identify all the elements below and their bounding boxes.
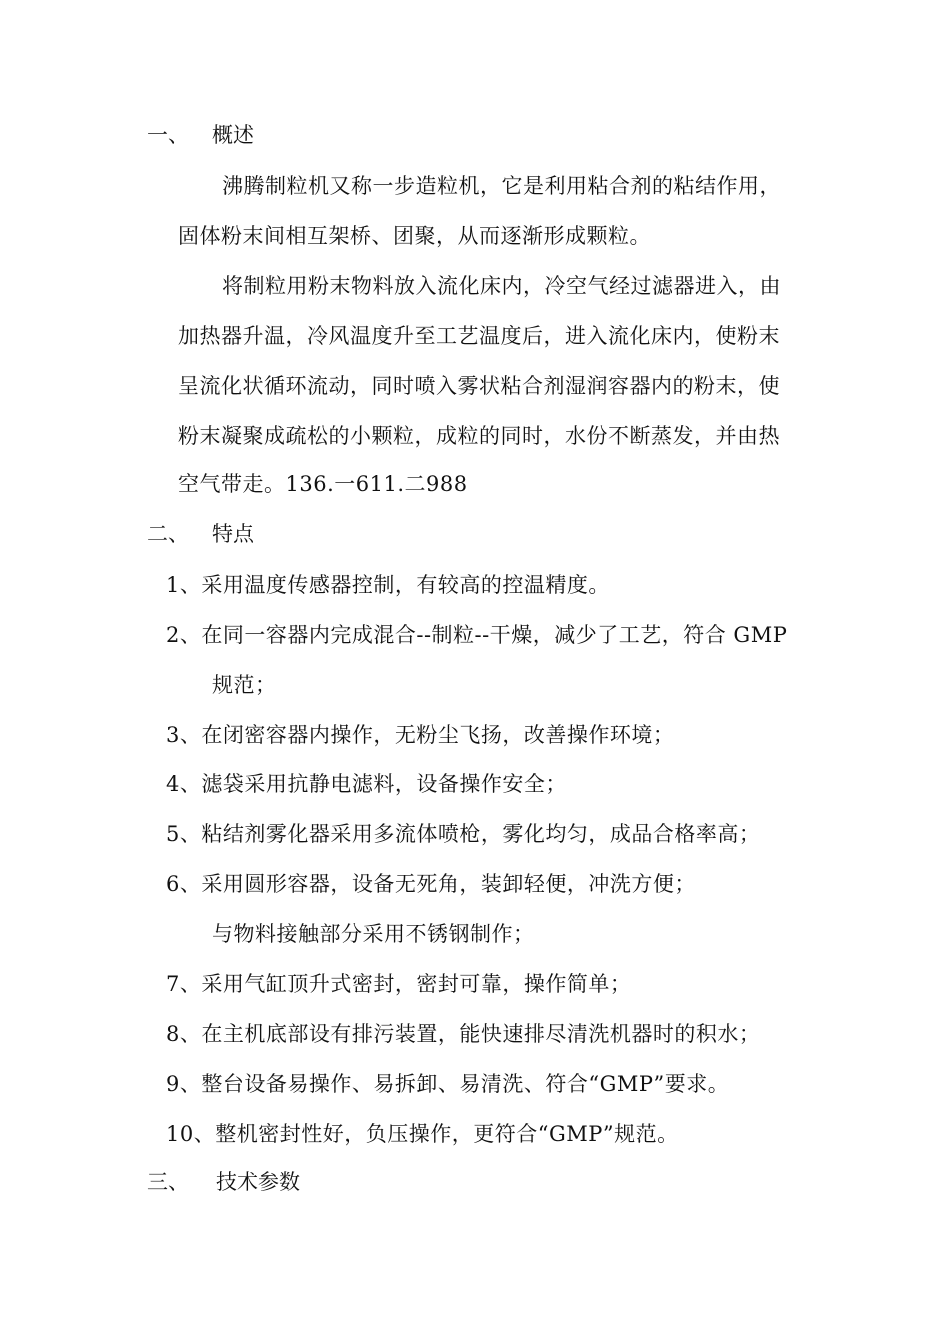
- feature-item-6-continuation: 与物料接触部分采用不锈钢制作；: [212, 922, 535, 946]
- feature-item-2-continuation: 规范；: [212, 673, 277, 697]
- feature-item-4: 4、滤袋采用抗静电滤料，设备操作安全；: [166, 772, 567, 796]
- feature-item-6: 6、采用圆形容器，设备无死角，装卸轻便，冲洗方便；: [166, 872, 696, 896]
- overview-paragraph-2-line-4: 粉末凝聚成疏松的小颗粒，成粒的同时，水份不断蒸发，并由热: [178, 424, 780, 448]
- feature-item-9: 9、整台设备易操作、易拆卸、易清洗、符合“GMP”要求。: [166, 1072, 730, 1096]
- overview-paragraph-2-line-2: 加热器升温，冷风温度升至工艺温度后，进入流化床内，使粉末: [178, 324, 780, 348]
- overview-paragraph-1-line-1: 沸腾制粒机又称一步造粒机，它是利用粘合剂的粘结作用，: [222, 174, 781, 198]
- feature-item-3: 3、在闭密容器内操作，无粉尘飞扬，改善操作环境；: [166, 723, 675, 747]
- feature-item-1: 1、采用温度传感器控制，有较高的控温精度。: [166, 573, 610, 597]
- feature-item-5: 5、粘结剂雾化器采用多流体喷枪，雾化均匀，成品合格率高；: [166, 822, 761, 846]
- feature-item-2: 2、在同一容器内完成混合--制粒--干燥，减少了工艺，符合 GMP: [166, 623, 788, 647]
- section-2-number: 二、: [147, 522, 189, 546]
- overview-paragraph-2-line-3: 呈流化状循环流动，同时喷入雾状粘合剂湿润容器内的粉末，使: [178, 374, 780, 398]
- section-3-number: 三、: [147, 1170, 189, 1194]
- section-1-number: 一、: [147, 123, 189, 147]
- overview-paragraph-1-line-2: 固体粉末间相互架桥、团聚，从而逐渐形成颗粒。: [178, 224, 651, 248]
- feature-item-10: 10、整机密封性好，负压操作，更符合“GMP”规范。: [166, 1122, 679, 1146]
- section-1-title: 概述: [212, 123, 254, 147]
- feature-item-8: 8、在主机底部设有排污装置，能快速排尽清洗机器时的积水；: [166, 1022, 761, 1046]
- section-2-title: 特点: [212, 522, 254, 546]
- overview-paragraph-2-line-1: 将制粒用粉末物料放入流化床内，冷空气经过滤器进入，由: [222, 274, 781, 298]
- feature-item-7: 7、采用气缸顶升式密封，密封可靠，操作简单；: [166, 972, 632, 996]
- section-3-title: 技术参数: [216, 1170, 300, 1194]
- overview-paragraph-2-line-5: 空气带走。136.一611.二988: [178, 472, 468, 496]
